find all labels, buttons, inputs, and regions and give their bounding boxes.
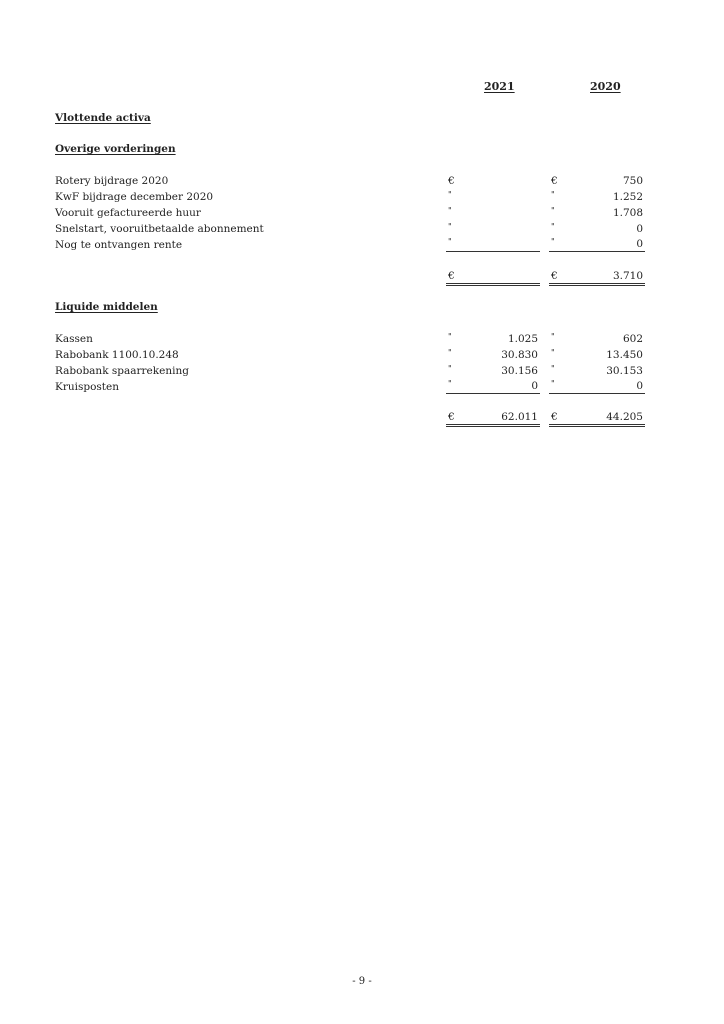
value: 602: [622, 333, 643, 345]
cell-2020: [549, 190, 645, 204]
cell-2020: [549, 237, 645, 252]
total-2020: [549, 410, 645, 427]
column-header-2021: 2021: [484, 80, 515, 93]
value: 0: [636, 380, 643, 392]
row-label: Vooruit gefactureerde huur: [55, 207, 201, 219]
value: 1.252: [612, 191, 643, 203]
ditto-mark: ": [448, 379, 452, 388]
cell-2021: [446, 237, 540, 252]
euro-symbol: €: [448, 175, 455, 187]
ditto-mark: ": [551, 222, 555, 231]
row-label: Rabobank 1100.10.248: [55, 349, 179, 361]
ditto-mark: ": [551, 364, 555, 373]
ditto-mark: ": [551, 332, 555, 341]
ditto-mark: ": [448, 206, 452, 215]
cell-2020: [549, 206, 645, 220]
value: 0: [636, 238, 643, 250]
row-label: Kruisposten: [55, 381, 119, 393]
euro-symbol: €: [551, 411, 558, 423]
value: 1.708: [612, 207, 643, 219]
row-label: Rabobank spaarrekening: [55, 365, 189, 377]
value: 0: [636, 223, 643, 235]
value: 750: [622, 175, 643, 187]
euro-symbol: €: [551, 270, 558, 282]
cell-2020: [549, 222, 645, 236]
cell-2020: [549, 364, 645, 378]
ditto-mark: ": [448, 348, 452, 357]
page-number: - 9 -: [352, 976, 372, 987]
heading-vlottende-activa: Vlottende activa: [55, 112, 151, 124]
cell-2021: [446, 206, 540, 220]
cell-2020: [549, 348, 645, 362]
cell-2020: [549, 174, 645, 188]
ditto-mark: ": [551, 190, 555, 199]
total-2020: [549, 269, 645, 286]
ditto-mark: ": [551, 379, 555, 388]
value: 30.153: [606, 365, 643, 377]
row-label: Nog te ontvangen rente: [55, 239, 183, 251]
row-label: KwF bijdrage december 2020: [55, 191, 214, 203]
row-label: Kassen: [55, 333, 93, 345]
cell-2021: [446, 222, 540, 236]
total-2021: [446, 410, 540, 427]
total-value: 44.205: [606, 411, 643, 423]
ditto-mark: ": [448, 364, 452, 373]
ditto-mark: ": [448, 190, 452, 199]
cell-2021: [446, 348, 540, 362]
cell-2020: [549, 332, 645, 346]
euro-symbol: €: [448, 270, 455, 282]
cell-2021: [446, 379, 540, 394]
cell-2020: [549, 379, 645, 394]
euro-symbol: €: [448, 411, 455, 423]
cell-2021: [446, 332, 540, 346]
value: 30.830: [501, 349, 538, 361]
ditto-mark: ": [448, 332, 452, 341]
section-title-overige-vorderingen: Overige vorderingen: [55, 143, 176, 155]
ditto-mark: ": [448, 237, 452, 246]
total-2021: [446, 269, 540, 286]
ditto-mark: ": [551, 237, 555, 246]
ditto-mark: ": [551, 348, 555, 357]
value: 13.450: [606, 349, 643, 361]
total-value: 3.710: [612, 270, 643, 282]
cell-2021: [446, 190, 540, 204]
value: 1.025: [507, 333, 538, 345]
row-label: Rotery bijdrage 2020: [55, 175, 169, 187]
euro-symbol: €: [551, 175, 558, 187]
row-label: Snelstart, vooruitbetaalde abonnement: [55, 223, 264, 235]
value: 0: [531, 380, 538, 392]
cell-2021: [446, 364, 540, 378]
cell-2021: [446, 174, 540, 188]
column-header-2020: 2020: [590, 80, 621, 93]
ditto-mark: ": [448, 222, 452, 231]
ditto-mark: ": [551, 206, 555, 215]
total-value: 62.011: [501, 411, 538, 423]
value: 30.156: [501, 365, 538, 377]
section-title-liquide-middelen: Liquide middelen: [55, 301, 158, 313]
